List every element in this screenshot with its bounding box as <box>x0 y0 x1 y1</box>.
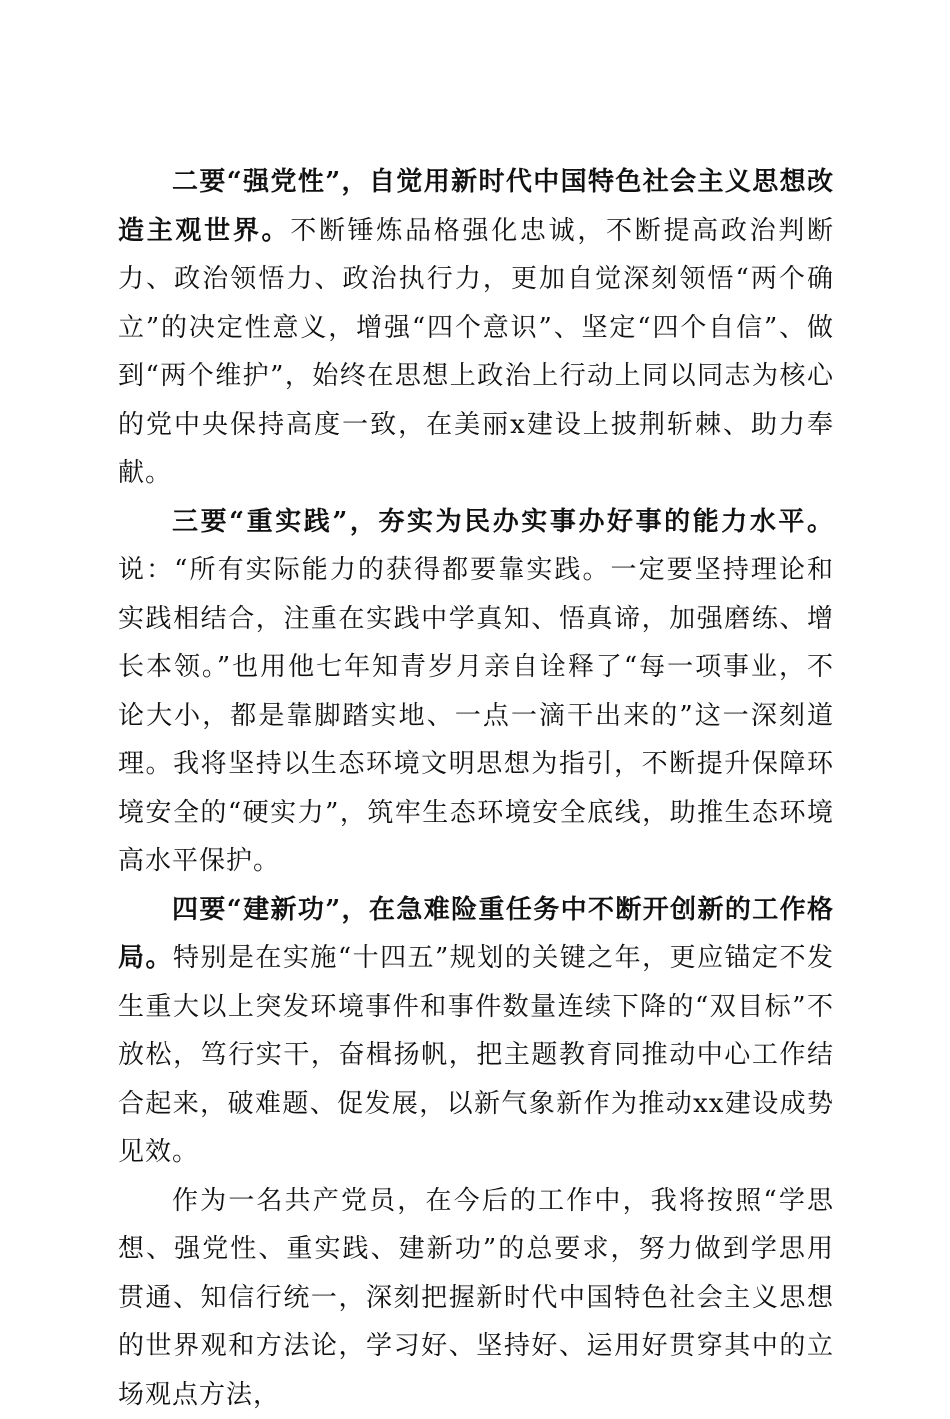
paragraph-lead: 二要“强党性”，自觉用新时代中国特色社会主义思想改造主观世界。 <box>118 167 834 246</box>
paragraph-body: 特别是在实施“十四五”规划的关键之年，更应锚定不发生重大以上突发环境事件和事件数量连续下降的“双目标”不放松，笃行实干，奋楫扬帆，把主题教育同推动中心工作结合起来，破难题、促发展，以新气象新作为推动xx建设成势见效。 <box>118 943 834 1167</box>
paragraph-body: 作为一名共产党员，在今后的工作中，我将按照“学思想、强党性、重实践、建新功”的总要求，努力做到学思用贯通、知信行统一，深刻把握新时代中国特色社会主义思想的世界观和方法论，学习好、坚持好、运用好贯穿其中的立场观点方法， <box>118 1186 834 1410</box>
paragraph-make-new-contributions <box>118 886 834 1177</box>
document-body <box>118 158 834 1419</box>
paragraph-emphasize-practice <box>118 498 834 886</box>
paragraph-lead: 四要“建新功”，在急难险重任务中不断开创新的工作格局。 <box>118 895 834 974</box>
paragraph-lead: 三要“重实践”，夯实为民办实事办好事的能力水平。 <box>172 507 834 537</box>
paragraph-body: 说：“所有实际能力的获得都要靠实践。一定要坚持理论和实践相结合，注重在实践中学真知、悟真谛，加强磨练、增长本领。”也用他七年知青岁月亲自诠释了“每一项事业，不论大小，都是靠脚踏实地、一点一滴干出来的”这一深刻道理。我将坚持以生态环境文明思想为指引，不断提升保障环境安全的“硬实力”，筑牢生态环境安全底线，助推生态环境高水平保护。 <box>118 555 834 876</box>
paragraph-strengthen-party-spirit <box>118 158 834 498</box>
paragraph-body: 不断锤炼品格强化忠诚，不断提高政治判断力、政治领悟力、政治执行力，更加自觉深刻领悟“两个确立”的决定性意义，增强“四个意识”、坚定“四个自信”、做到“两个维护”，始终在思想上政治上行动上同以同志为核心的党中央保持高度一致，在美丽x建设上披荆斩棘、助力奉献。 <box>118 216 834 489</box>
paragraph-conclusion <box>118 1177 834 1419</box>
